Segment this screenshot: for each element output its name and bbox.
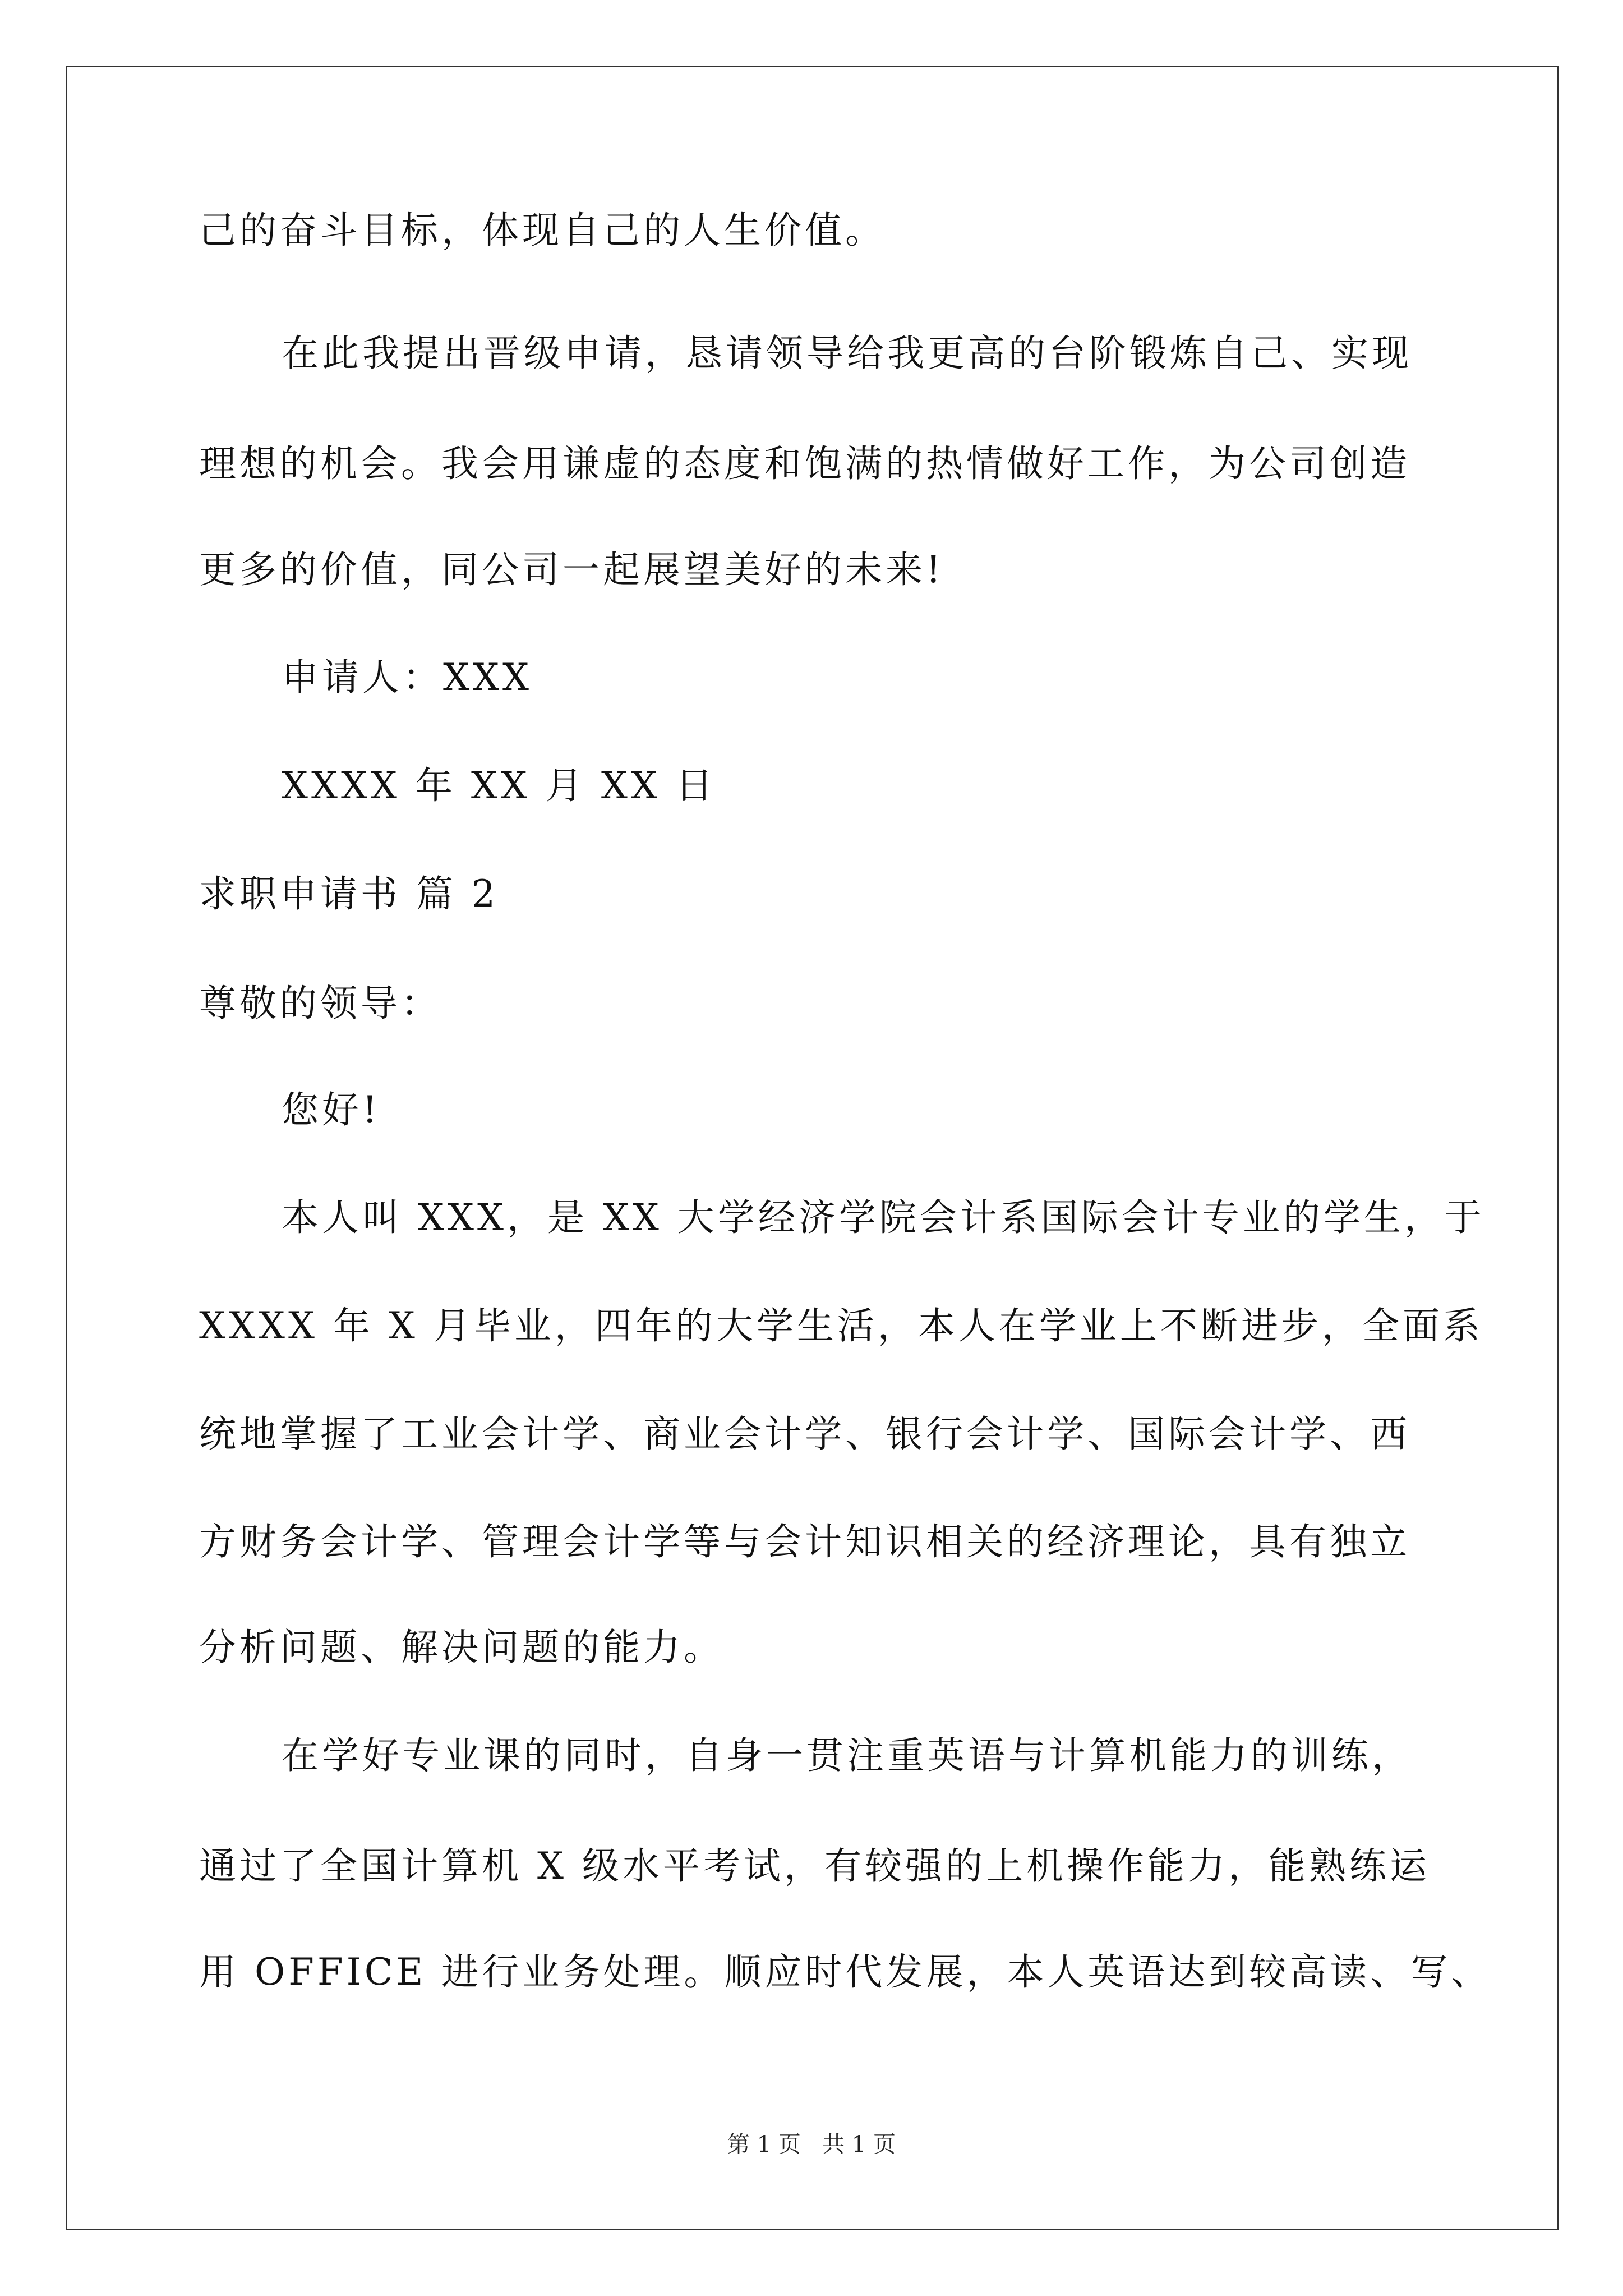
text-line: 方财务会计学、管理会计学等与会计知识相关的经济理论，具有独立 <box>199 1520 1410 1563</box>
text-line: 通过了全国计算机 X 级水平考试，有较强的上机操作能力，能熟练运 <box>199 1844 1430 1888</box>
date-line: XXXX 年 XX 月 XX 日 <box>282 764 716 807</box>
text-line: 更多的价值，同公司一起展望美好的未来! <box>199 548 944 591</box>
text-line: 在学好专业课的同时，自身一贯注重英语与计算机能力的训练， <box>282 1734 1412 1777</box>
text-line: 在此我提出晋级申请，恳请领导给我更高的台阶锻炼自己、实现 <box>282 332 1412 375</box>
text-line: 分析问题、解决问题的能力。 <box>199 1626 724 1669</box>
section-heading: 求职申请书 篇 2 <box>199 872 499 915</box>
text-line: 统地掌握了工业会计学、商业会计学、银行会计学、国际会计学、西 <box>199 1412 1410 1456</box>
text-line: 理想的机会。我会用谦虚的态度和饱满的热情做好工作，为公司创造 <box>199 442 1410 485</box>
text-line: XXXX 年 X 月毕业，四年的大学生活，本人在学业上不断进步，全面系 <box>199 1304 1483 1347</box>
text-line: 本人叫 XXX，是 XX 大学经济学院会计系国际会计专业的学生，于 <box>282 1196 1485 1239</box>
page-footer: 第 1 页 共 1 页 <box>727 2132 896 2157</box>
page-border <box>66 66 1559 2230</box>
salutation: 尊敬的领导： <box>199 982 441 1025</box>
text-line: 己的奋斗目标，体现自己的人生价值。 <box>199 209 886 252</box>
text-line: 用 OFFICE 进行业务处理。顺应时代发展，本人英语达到较高读、写、 <box>199 1950 1492 1994</box>
greeting: 您好! <box>282 1088 381 1131</box>
applicant-line: 申请人：XXX <box>282 656 532 699</box>
